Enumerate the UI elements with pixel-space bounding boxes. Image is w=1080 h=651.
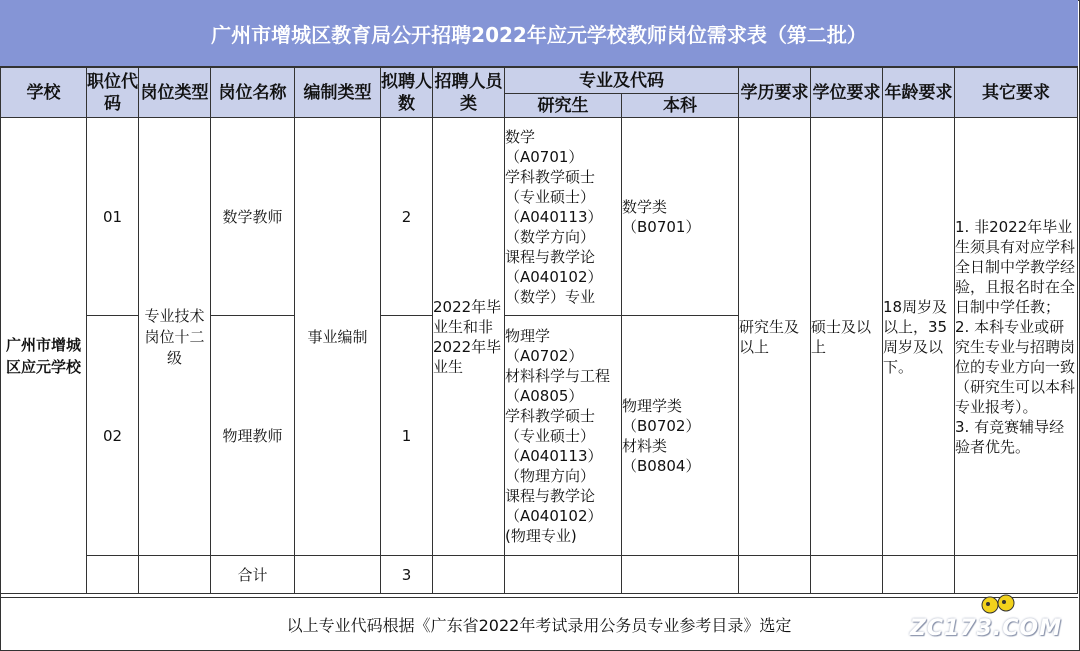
recruitment-table xyxy=(0,67,1078,594)
other-requirements: 1. 非2022年毕业生须具有对应学科全日制中学教学经验，且报名时在全日制中学任教； 2. 本科专业或研究生专业与招聘岗位的专业方向一致（研究生可以本科专业报考）。 3. 有竞赛辅导经验者优先。 xyxy=(955,118,1078,556)
header-row-1 xyxy=(1,68,1078,94)
header-count: 拟聘人数 xyxy=(381,68,433,118)
age-requirement: 18周岁及以上，35周岁及以下。 xyxy=(883,118,955,556)
header-other: 其它要求 xyxy=(955,68,1078,118)
recruit-count: 2 xyxy=(381,118,433,316)
graduate-majors: 数学 （A0701） 学科教学硕士 （专业硕士） （A040113） （数学方向） 课程与教学论 （A040102） （数学）专业 xyxy=(505,118,622,316)
degree-requirement: 硕士及以上 xyxy=(811,118,883,556)
recruit-count: 1 xyxy=(381,316,433,556)
school-name: 广州市增城区应元学校 xyxy=(1,118,87,594)
header-code: 职位代码 xyxy=(87,68,139,118)
watermark-text: ZC173.COM xyxy=(909,616,1062,641)
post-name: 物理教师 xyxy=(211,316,295,556)
empty-cell xyxy=(811,556,883,594)
header-graduate: 研究生 xyxy=(505,94,622,118)
total-count: 3 xyxy=(381,556,433,594)
header-age: 年龄要求 xyxy=(883,68,955,118)
empty-cell xyxy=(139,556,211,594)
header-staffing: 编制类型 xyxy=(295,68,381,118)
header-education: 学历要求 xyxy=(739,68,811,118)
total-label: 合计 xyxy=(211,556,295,594)
graduate-majors: 物理学 （A0702） 材料科学与工程（A0805） 学科教学硕士 （专业硕士） （A040113） （物理方向） 课程与教学论 （A040102） (物理专业) xyxy=(505,316,622,556)
recruit-category: 2022年毕业生和非2022年毕业生 xyxy=(433,118,505,556)
watermark-logo-icon xyxy=(978,593,1018,615)
empty-cell xyxy=(505,556,622,594)
empty-cell xyxy=(87,556,139,594)
header-undergrad: 本科 xyxy=(622,94,739,118)
post-code: 01 xyxy=(87,118,139,316)
empty-cell xyxy=(955,556,1078,594)
empty-cell xyxy=(622,556,739,594)
empty-cell xyxy=(883,556,955,594)
post-code: 02 xyxy=(87,316,139,556)
header-type: 岗位类型 xyxy=(139,68,211,118)
post-name: 数学教师 xyxy=(211,118,295,316)
header-school: 学校 xyxy=(1,68,87,118)
header-degree: 学位要求 xyxy=(811,68,883,118)
staffing-type: 事业编制 xyxy=(295,118,381,556)
education-requirement: 研究生及以上 xyxy=(739,118,811,556)
table-row xyxy=(1,118,1078,316)
page-title: 广州市增城区教育局公开招聘2022年应元学校教师岗位需求表（第二批） xyxy=(0,0,1078,67)
empty-cell xyxy=(295,556,381,594)
undergrad-majors: 数学类 （B0701） xyxy=(622,118,739,316)
header-major: 专业及代码 xyxy=(505,68,739,94)
total-row xyxy=(1,556,1078,594)
empty-cell xyxy=(433,556,505,594)
footer-note: 以上专业代码根据《广东省2022年考试录用公务员专业参考目录》选定 xyxy=(0,597,1078,650)
post-type: 专业技术岗位十二级 xyxy=(139,118,211,556)
undergrad-majors: 物理学类 （B0702） 材料类 （B0804） xyxy=(622,316,739,556)
header-name: 岗位名称 xyxy=(211,68,295,118)
header-category: 招聘人员 类 xyxy=(433,68,505,118)
empty-cell xyxy=(739,556,811,594)
